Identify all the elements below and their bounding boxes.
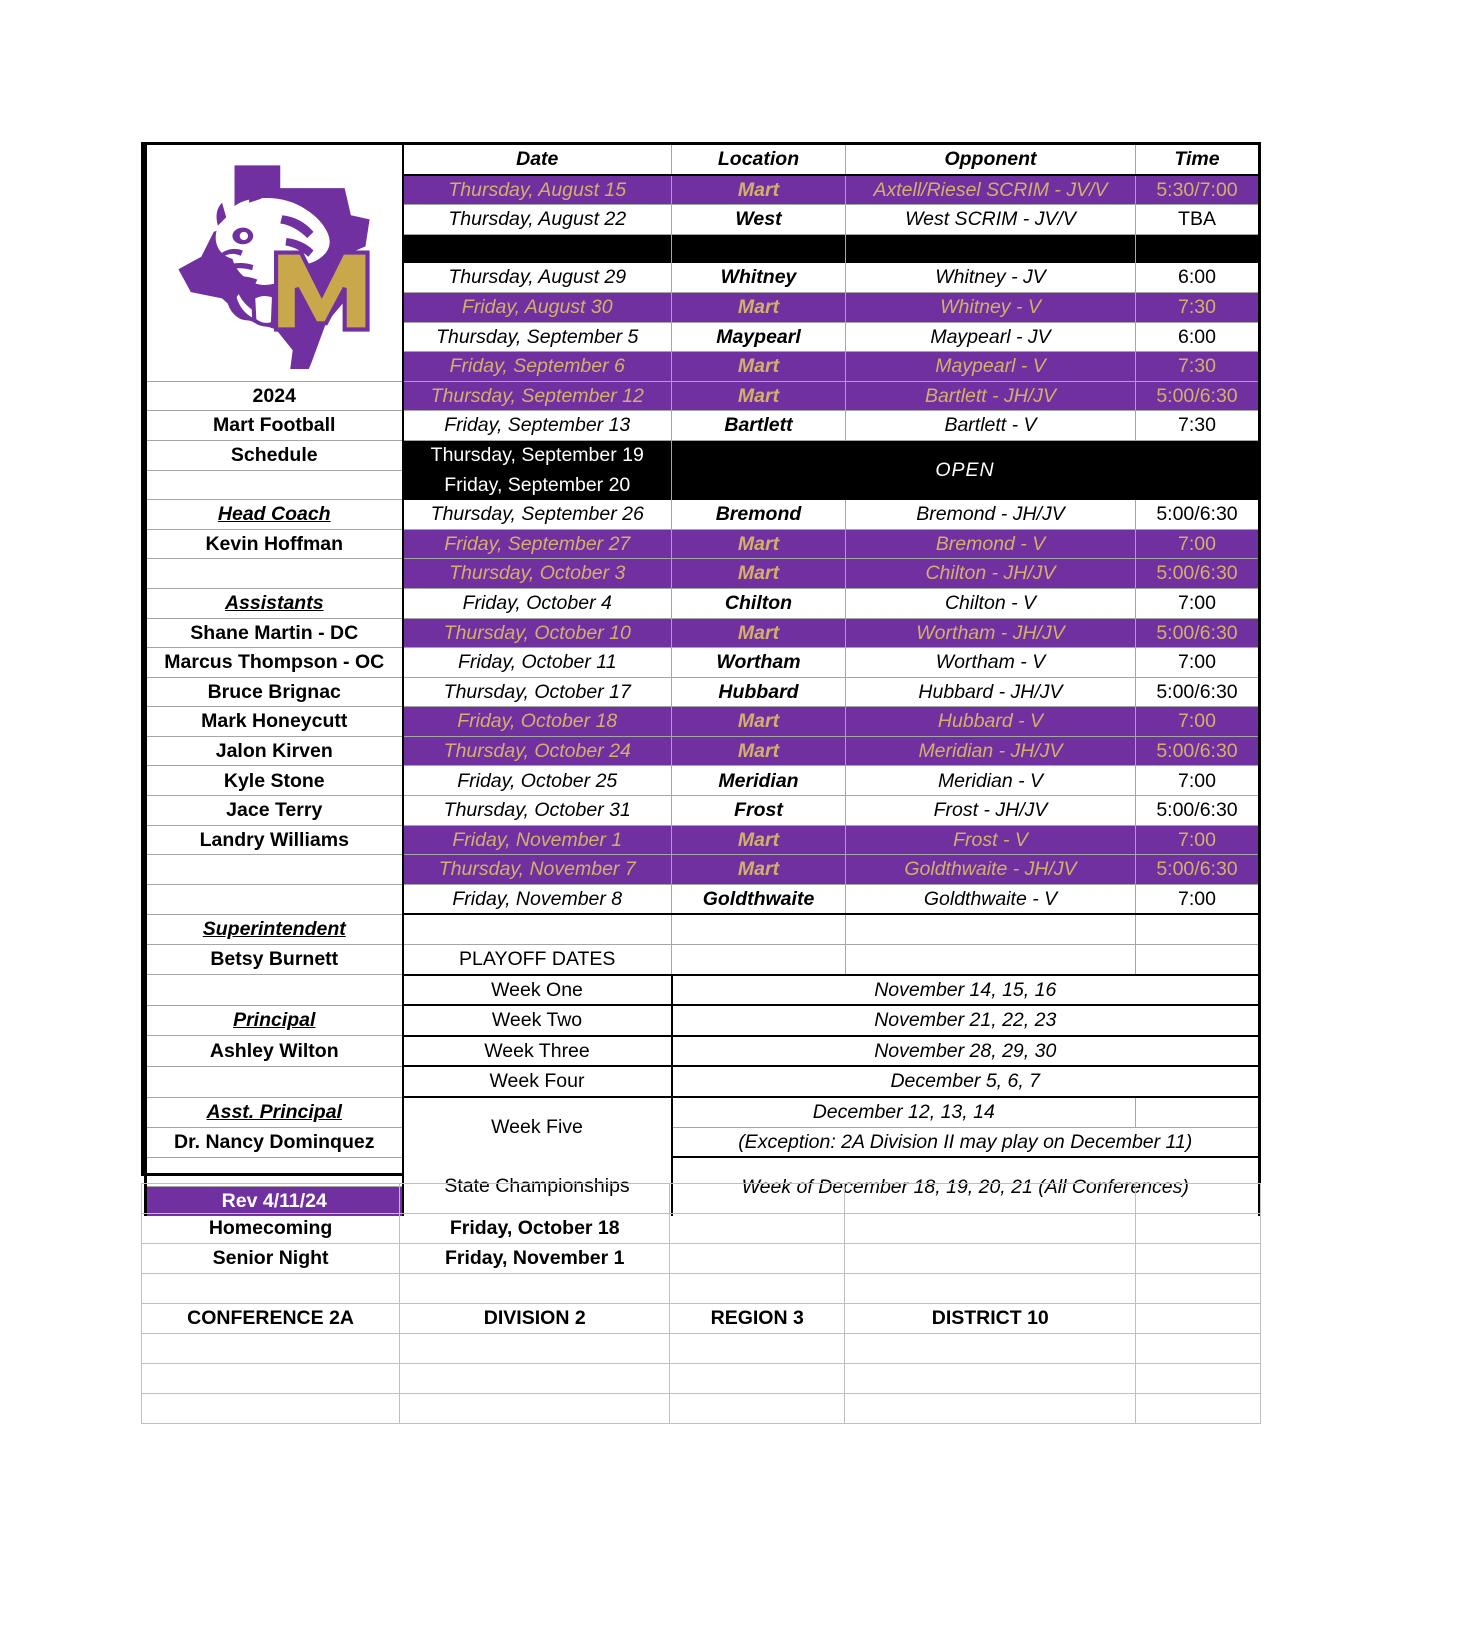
sidebar-cell [146,975,403,1006]
playoff-dates-heading: PLAYOFF DATES [403,945,672,975]
cell-date: Thursday, November 7 [403,855,672,885]
cell-time: 7:00 [1136,884,1260,914]
cell-time: 7:00 [1136,825,1260,855]
footer-blank [1136,1364,1261,1394]
cell-opponent: Hubbard - V [846,707,1136,737]
cell-location: Mart [672,825,846,855]
cell-location [672,234,846,263]
footer-blank [400,1184,670,1214]
cell-opponent: Goldthwaite - JH/JV [846,855,1136,885]
cell-date: Thursday, October 31 [403,796,672,826]
district-label: DISTRICT 10 [845,1304,1136,1334]
footer-blank [670,1214,845,1244]
schedule-row [146,145,1260,175]
cell-opponent: Bartlett - JH/JV [846,381,1136,411]
sidebar-cell: Assistants [146,588,403,618]
footer-blank [400,1394,670,1424]
footer-table [141,1183,1261,1424]
cell-date: Friday, October 4 [403,588,672,618]
cell-time: 7:00 [1136,588,1260,618]
schedule-row [146,381,1260,411]
cell-date: Thursday, October 10 [403,618,672,648]
footer-blank [142,1274,400,1304]
cell-date: Friday, September 6 [403,352,672,382]
playoff-week-label: Week Two [403,1005,672,1036]
homecoming-date: Friday, October 18 [400,1214,670,1244]
cell-date: Thursday, August 15 [403,175,672,205]
homecoming-label: Homecoming [142,1214,400,1244]
col-header-date: Date [403,145,672,175]
open-date-1: Thursday, September 19 [403,440,672,470]
cell-time: 7:30 [1136,292,1260,322]
sidebar-cell: Mart Football [146,411,403,441]
schedule-row [146,884,1260,914]
cell-time: 5:30/7:00 [1136,175,1260,205]
cell-opponent: Wortham - JH/JV [846,618,1136,648]
schedule-row [146,796,1260,826]
sidebar-cell: Jalon Kirven [146,736,403,766]
footer-blank [670,1244,845,1274]
open-label: OPEN [672,440,1260,499]
footer-spacer-row [142,1334,1261,1364]
homecoming-row [142,1214,1261,1244]
cell-opponent: Meridian - JH/JV [846,736,1136,766]
cell-time: 7:30 [1136,411,1260,441]
cell-date: Thursday, October 3 [403,559,672,589]
cell-opponent: Maypearl - JV [846,322,1136,352]
schedule-row [146,677,1260,707]
senior-night-date: Friday, November 1 [400,1244,670,1274]
cell-opponent: Goldthwaite - V [846,884,1136,914]
cell-opponent: Meridian - V [846,766,1136,796]
cell-location: Meridian [672,766,846,796]
sidebar-cell: Shane Martin - DC [146,618,403,648]
cell-location: Bremond [672,500,846,530]
cell-date: Friday, November 1 [403,825,672,855]
cell-time: 5:00/6:30 [1136,618,1260,648]
state-championships-dates: Week of December 18, 19, 20, 21 (All Conferences) [672,1157,1260,1216]
footer-blank [670,1364,845,1394]
cell-location: Mart [672,352,846,382]
cell-time: 5:00/6:30 [1136,855,1260,885]
schedule-row [146,1036,1260,1067]
cell-opponent: Frost - JH/JV [846,796,1136,826]
cell-blank [846,914,1136,944]
cell-opponent: Whitney - V [846,292,1136,322]
footer-blank [1136,1214,1261,1244]
sidebar-cell: 2024 [146,381,403,411]
playoff-week-dates: November 28, 29, 30 [672,1036,1260,1067]
footer-spacer-row [142,1394,1261,1424]
footer-spacer-row [142,1184,1261,1214]
cell-location: Mart [672,381,846,411]
cell-opponent: Chilton - JH/JV [846,559,1136,589]
schedule-row [146,855,1260,885]
logo-wrap [150,149,399,377]
playoff-week-dates: November 14, 15, 16 [672,975,1260,1006]
schedule-row [146,914,1260,944]
col-header-time: Time [1136,145,1260,175]
footer-table-container [141,1183,1261,1401]
cell-time [1136,234,1260,263]
cell-location: Mart [672,175,846,205]
sidebar-cell [146,855,403,885]
col-header-location: Location [672,145,846,175]
cell-time: 7:00 [1136,529,1260,559]
cell-time: 7:30 [1136,352,1260,382]
schedule-row [146,529,1260,559]
sidebar-cell: Kevin Hoffman [146,529,403,559]
playoff-week-dates: November 21, 22, 23 [672,1005,1260,1036]
footer-blank [845,1244,1136,1274]
cell-date: Friday, August 30 [403,292,672,322]
sidebar-cell: Marcus Thompson - OC [146,648,403,678]
schedule-row [146,440,1260,470]
cell-opponent: Hubbard - JH/JV [846,677,1136,707]
cell-date [403,234,672,263]
sidebar-cell: Ashley Wilton [146,1036,403,1067]
footer-blank [142,1334,400,1364]
senior-night-label: Senior Night [142,1244,400,1274]
footer-blank [1136,1394,1261,1424]
cell-location: Frost [672,796,846,826]
footer-blank [400,1274,670,1304]
playoff-week-label: Week Three [403,1036,672,1067]
cell-location: Mart [672,292,846,322]
conference-label: CONFERENCE 2A [142,1304,400,1334]
footer-blank [845,1214,1136,1244]
playoff-week-label: Week One [403,975,672,1006]
sidebar-cell: Betsy Burnett [146,945,403,975]
schedule-row [146,736,1260,766]
schedule-row [146,945,1260,975]
schedule-row [146,766,1260,796]
cell-date: Thursday, September 26 [403,500,672,530]
cell-location: Mart [672,618,846,648]
footer-blank [1136,1184,1261,1214]
cell-date: Friday, September 13 [403,411,672,441]
sidebar-cell: Asst. Principal [146,1097,403,1127]
playoff-week-five-dates: December 12, 13, 14 [672,1097,1136,1127]
cell-time: 5:00/6:30 [1136,500,1260,530]
cell-date: Friday, November 8 [403,884,672,914]
schedule-row [146,588,1260,618]
cell-time: 7:00 [1136,766,1260,796]
sidebar-cell: Principal [146,1005,403,1036]
footer-blank [845,1364,1136,1394]
playoff-week-label: Week Four [403,1066,672,1097]
footer-blank [845,1394,1136,1424]
footer-blank [1136,1244,1261,1274]
schedule-row [146,1127,1260,1157]
cell-location: Mart [672,855,846,885]
mart-panthers-logo-icon [170,157,378,369]
cell-opponent: Bremond - JH/JV [846,500,1136,530]
schedule-row [146,559,1260,589]
sidebar-cell: Head Coach [146,500,403,530]
cell-opponent: Wortham - V [846,648,1136,678]
cell-date: Thursday, October 24 [403,736,672,766]
footer-blank [1136,1304,1261,1334]
cell-time: 7:00 [1136,648,1260,678]
cell-location: Mart [672,529,846,559]
footer-spacer-row [142,1364,1261,1394]
sidebar-cell [146,559,403,589]
cell-location: Whitney [672,263,846,292]
footer-blank [1136,1274,1261,1304]
cell-location: Bartlett [672,411,846,441]
cell-date: Friday, October 11 [403,648,672,678]
state-championships-label: State Championships [403,1157,672,1216]
footer-blank [845,1184,1136,1214]
sidebar-cell [146,1066,403,1097]
playoff-week-five-exception: (Exception: 2A Division II may play on December 11) [672,1127,1260,1157]
sidebar-cell: Landry Williams [146,825,403,855]
sidebar-cell: Dr. Nancy Dominquez [146,1127,403,1157]
schedule-row [146,1097,1260,1127]
cell-time: 5:00/6:30 [1136,796,1260,826]
schedule-table-container [141,142,1261,1213]
playoff-week-five-label: Week Five [403,1097,672,1157]
cell-blank [846,945,1136,975]
cell-location: Hubbard [672,677,846,707]
footer-blank [142,1364,400,1394]
footer-blank [142,1394,400,1424]
region-label: REGION 3 [670,1304,845,1334]
cell-location: Maypearl [672,322,846,352]
footer-spacer-row [142,1274,1261,1304]
footer-blank [845,1334,1136,1364]
cell-blank [403,914,672,944]
cell-date: Thursday, October 17 [403,677,672,707]
schedule-row [146,500,1260,530]
footer-blank [400,1334,670,1364]
cell-opponent: West SCRIM - JV/V [846,205,1136,235]
cell-time: 6:00 [1136,322,1260,352]
schedule-row [146,825,1260,855]
cell-date: Friday, September 27 [403,529,672,559]
cell-opponent: Bremond - V [846,529,1136,559]
sidebar-cell: Rev 4/11/24 [146,1187,403,1216]
sidebar-cell: Kyle Stone [146,766,403,796]
division-label: DIVISION 2 [400,1304,670,1334]
cell-blank [672,914,846,944]
cell-blank [1136,914,1260,944]
cell-opponent: Whitney - JV [846,263,1136,292]
sidebar-cell [146,884,403,914]
cell-date: Thursday, August 29 [403,263,672,292]
cell-date: Thursday, September 5 [403,322,672,352]
cell-date: Thursday, September 12 [403,381,672,411]
schedule-row [146,618,1260,648]
cell-time: 5:00/6:30 [1136,736,1260,766]
cell-location: West [672,205,846,235]
cell-location: Mart [672,707,846,737]
footer-blank [670,1334,845,1364]
cell-opponent: Bartlett - V [846,411,1136,441]
cell-location: Chilton [672,588,846,618]
cell-opponent: Frost - V [846,825,1136,855]
sidebar-cell: Mark Honeycutt [146,707,403,737]
cell-opponent: Maypearl - V [846,352,1136,382]
schedule-table [144,145,1261,1216]
schedule-row [146,411,1260,441]
cell-location: Mart [672,559,846,589]
cell-time: 6:00 [1136,263,1260,292]
cell-date: Thursday, August 22 [403,205,672,235]
cell-time: TBA [1136,205,1260,235]
cell-opponent: Chilton - V [846,588,1136,618]
sidebar-cell: Superintendent [146,914,403,944]
sidebar-cell: Bruce Brignac [146,677,403,707]
sidebar-cell [146,470,403,500]
senior-night-row [142,1244,1261,1274]
cell-blank [1136,945,1260,975]
col-header-opponent: Opponent [846,145,1136,175]
cell-opponent: Axtell/Riesel SCRIM - JV/V [846,175,1136,205]
cell-location: Mart [672,736,846,766]
sidebar-cell: Schedule [146,440,403,470]
cell-time: 5:00/6:30 [1136,381,1260,411]
cell-location: Wortham [672,648,846,678]
playoff-week-dates: December 5, 6, 7 [672,1066,1260,1097]
footer-blank [1136,1334,1261,1364]
schedule-row [146,975,1260,1006]
schedule-row [146,707,1260,737]
schedule-row [146,648,1260,678]
cell-location: Goldthwaite [672,884,846,914]
cell-blank [1136,1097,1260,1127]
cell-opponent [846,234,1136,263]
footer-blank [670,1274,845,1304]
team-logo-cell [146,145,403,381]
schedule-row [146,1066,1260,1097]
schedule-row [146,1005,1260,1036]
cell-time: 5:00/6:30 [1136,677,1260,707]
footer-blank [142,1184,400,1214]
classification-row [142,1304,1261,1334]
footer-blank [670,1394,845,1424]
open-date-2: Friday, September 20 [403,470,672,500]
cell-date: Friday, October 18 [403,707,672,737]
cell-time: 7:00 [1136,707,1260,737]
cell-time: 5:00/6:30 [1136,559,1260,589]
footer-blank [400,1364,670,1394]
footer-blank [845,1274,1136,1304]
footer-blank [670,1184,845,1214]
cell-blank [672,945,846,975]
cell-date: Friday, October 25 [403,766,672,796]
sidebar-cell: Jace Terry [146,796,403,826]
